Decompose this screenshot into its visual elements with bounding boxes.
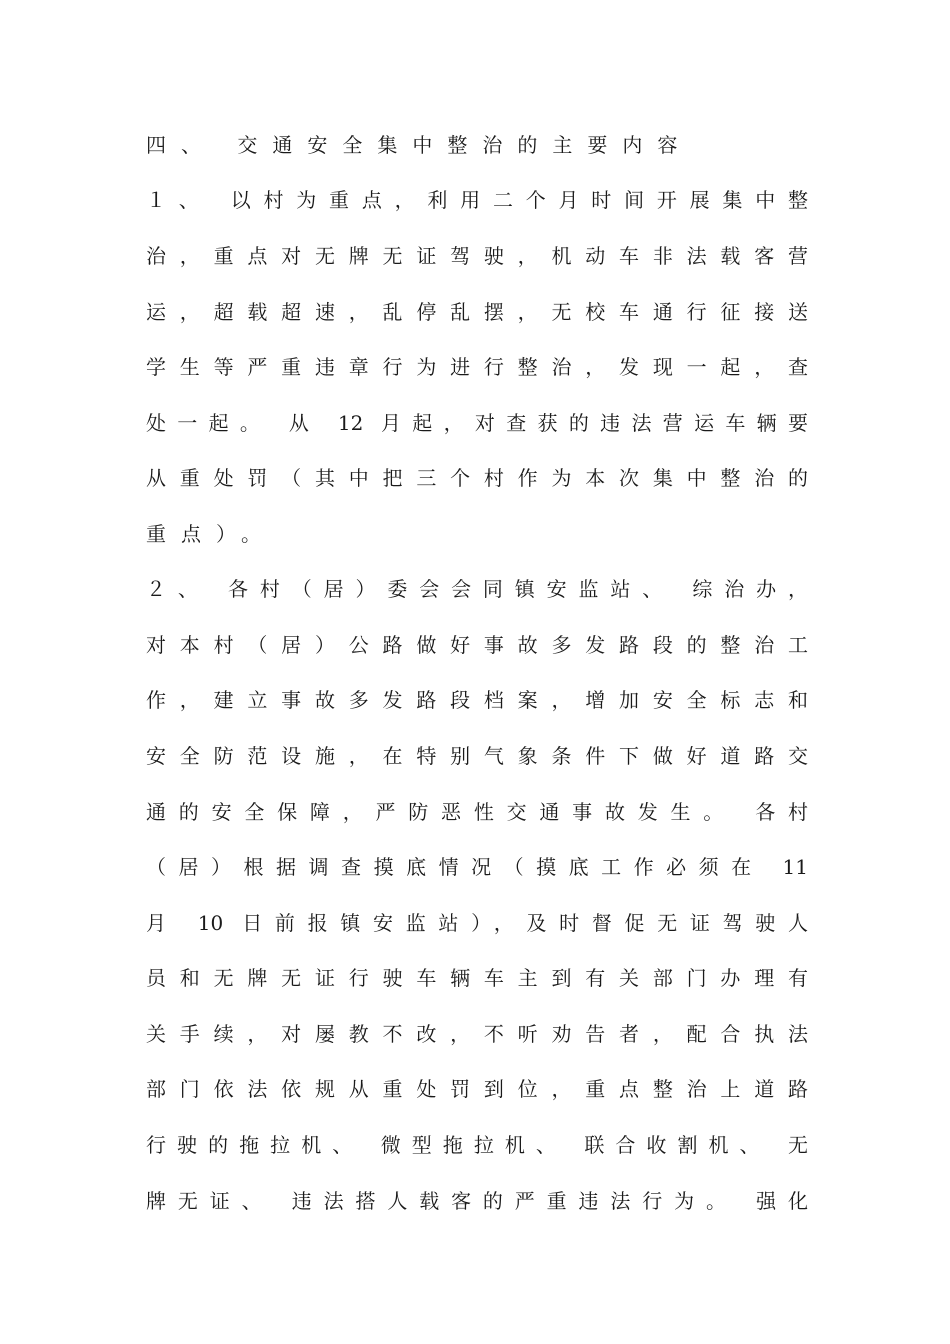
paragraph-line: 部门依法依规从重处罚到位，重点整治上道路 [146, 1077, 808, 1101]
paragraph-line: 处一起。 从 12 月起，对查获的违法营运车辆要 [146, 411, 808, 435]
paragraph-line: 行驶的拖拉机、 微型拖拉机、 联合收割机、 无 [146, 1133, 808, 1157]
paragraph-line: 重点）。 [146, 522, 276, 546]
paragraph-line: 员和无牌无证行驶车辆车主到有关部门办理有 [146, 966, 808, 990]
paragraph-line: 通的安全保障，严防恶性交通事故发生。 各村 [146, 800, 808, 824]
paragraph-line: 学生等严重违章行为进行整治，发现一起，查 [146, 355, 808, 379]
section-heading: 四、 交通安全集中整治的主要内容 [146, 133, 693, 157]
paragraph-line: 从重处罚（其中把三个村作为本次集中整治的 [146, 466, 808, 490]
paragraph-line: 安全防范设施，在特别气象条件下做好道路交 [146, 744, 808, 768]
paragraph-line: （居）根据调查摸底情况（摸底工作必须在 11 [146, 855, 808, 879]
paragraph-line: 作，建立事故多发路段档案，增加安全标志和 [146, 688, 808, 712]
paragraph-line: 牌无证、 违法搭人载客的严重违法行为。 强化 [146, 1189, 808, 1213]
paragraph-line: 治，重点对无牌无证驾驶，机动车非法载客营 [146, 244, 808, 268]
paragraph-line: 关手续，对屡教不改，不听劝告者，配合执法 [146, 1022, 808, 1046]
paragraph-line: １、 以村为重点，利用二个月时间开展集中整 [146, 188, 808, 212]
paragraph-line: 对本村（居）公路做好事故多发路段的整治工 [146, 633, 808, 657]
paragraph-line: 月 10 日前报镇安监站），及时督促无证驾驶人 [146, 911, 808, 935]
paragraph-line: ２、 各村（居）委会会同镇安监站、 综治办， [146, 577, 808, 601]
paragraph-line: 运，超载超速，乱停乱摆，无校车通行征接送 [146, 300, 808, 324]
